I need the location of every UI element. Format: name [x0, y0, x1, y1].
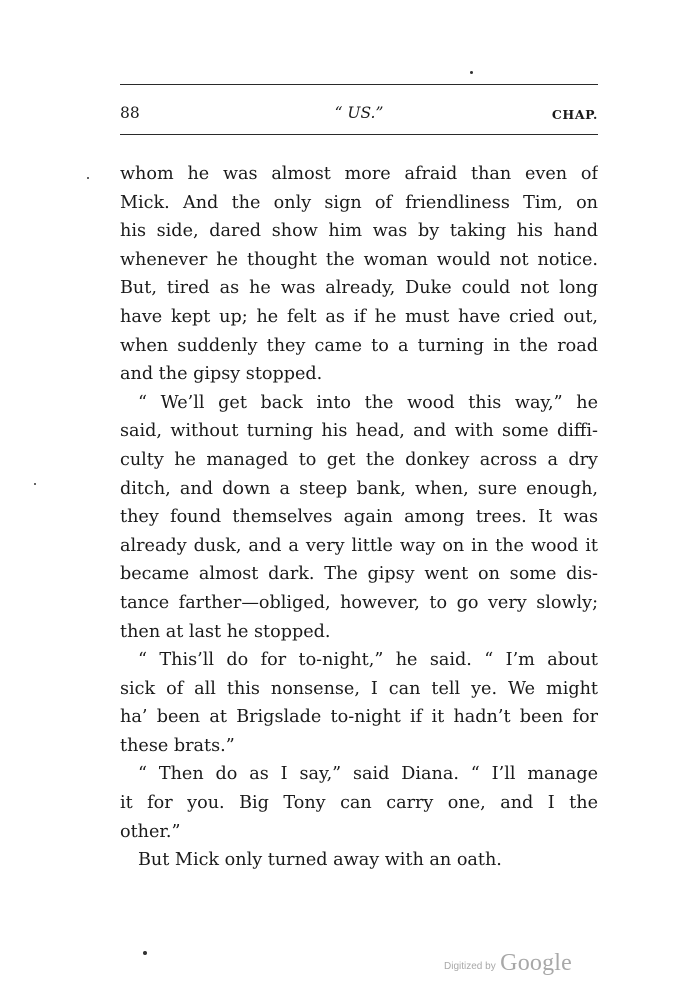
text-line: they found themselves again among trees. It was — [120, 507, 598, 528]
header-bottom-rule — [120, 134, 598, 135]
ink-speck — [34, 483, 36, 485]
watermark-prefix: Digitized by — [444, 961, 496, 972]
text-line: “ We’ll get back into the wood this way,” he — [138, 392, 598, 413]
page-header — [120, 104, 598, 128]
text-line: have kept up; he felt as if he must have cried out, — [120, 306, 598, 327]
text-line: sick of all this nonsense, I can tell ye. We might — [120, 678, 598, 699]
ink-speck — [470, 71, 473, 74]
text-line: “ This’ll do for to-night,” he said. “ I’m about — [138, 650, 598, 671]
text-line: ditch, and down a steep bank, when, sure enough, — [120, 478, 598, 499]
text-line: But Mick only turned away with an oath. — [138, 850, 502, 871]
text-line: these brats.” — [120, 735, 235, 756]
page-body — [120, 160, 598, 875]
text-line: said, without turning his head, and with some diffi- — [120, 421, 598, 442]
text-line: ha’ been at Brigslade to-night if it hadn’t been for — [120, 707, 598, 728]
text-line: culty he managed to get the donkey across a dry — [120, 449, 598, 470]
text-line: his side, dared show him was by taking his hand — [120, 221, 598, 242]
text-line: whom he was almost more afraid than even of — [120, 164, 598, 184]
text-line: whenever he thought the woman would not notice. — [120, 249, 598, 270]
text-line: But, tired as he was already, Duke could not long — [120, 278, 598, 299]
ink-speck — [143, 951, 147, 955]
ink-speck — [87, 177, 89, 179]
text-line: when suddenly they came to a turning in the road — [120, 335, 598, 356]
text-line: became almost dark. The gipsy went on some dis- — [120, 564, 598, 585]
text-line: already dusk, and a very little way on in the wood it — [120, 535, 598, 556]
text-line: and the gipsy stopped. — [120, 364, 323, 385]
chapter-label: CHAP. — [551, 107, 598, 122]
digitized-watermark — [444, 950, 572, 977]
text-line: “ Then do as I say,” said Diana. “ I’ll manage — [138, 764, 598, 785]
text-line: then at last he stopped. — [120, 621, 331, 642]
running-title: “ US.” — [334, 104, 384, 122]
header-top-rule — [120, 84, 598, 85]
text-line: Mick. And the only sign of friendliness Tim, on — [120, 192, 598, 213]
watermark-brand: Google — [500, 950, 573, 976]
page-number: 88 — [120, 104, 140, 122]
text-line: other.” — [120, 821, 181, 842]
text-line: it for you. Big Tony can carry one, and I the — [120, 793, 598, 814]
text-line: tance farther—obliged, however, to go very slowly; — [120, 592, 598, 613]
